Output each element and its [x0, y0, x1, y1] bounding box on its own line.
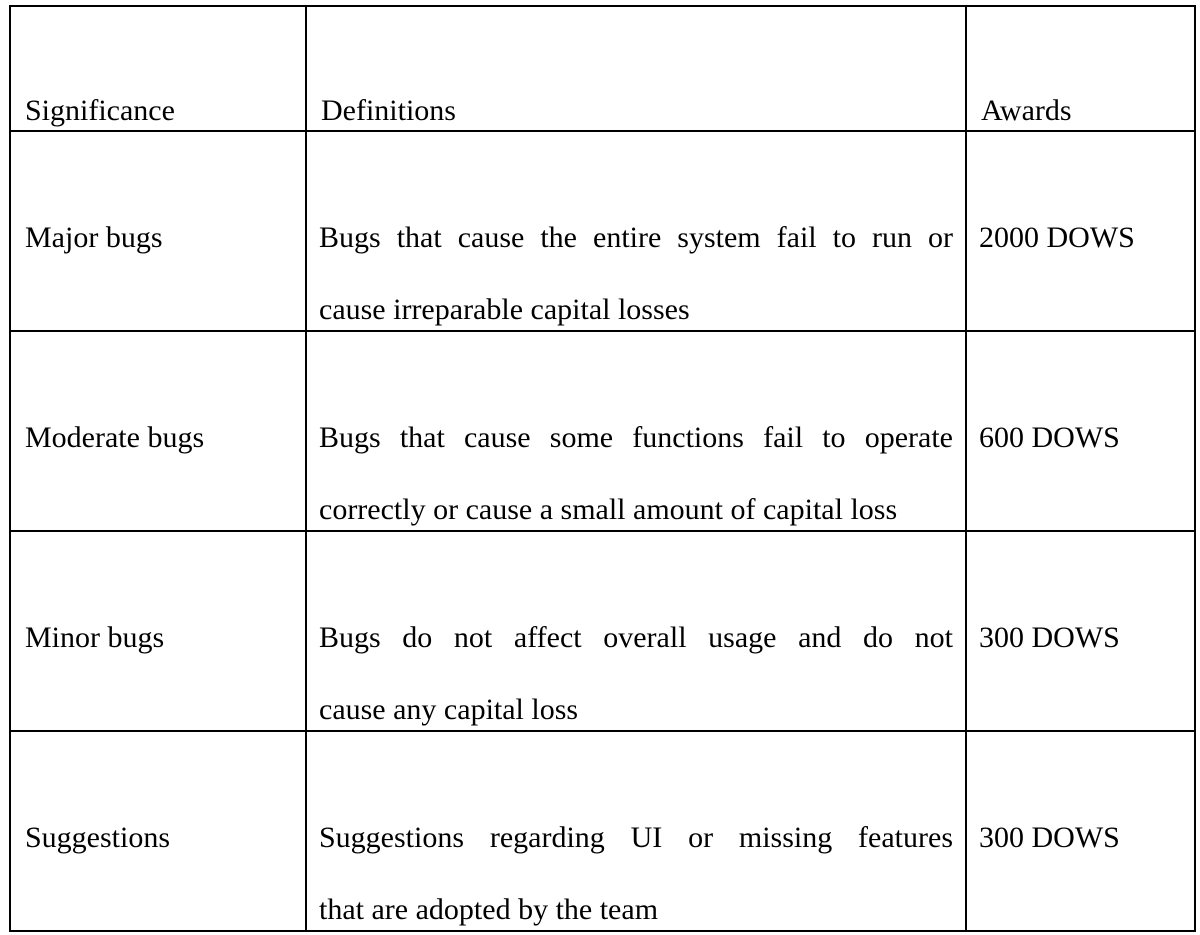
- significance-label: Moderate bugs: [25, 421, 205, 454]
- header-significance: Significance: [25, 94, 175, 127]
- significance-label: Suggestions: [25, 821, 171, 854]
- definition-cell: [306, 131, 966, 331]
- award-value: 300 DOWS: [979, 821, 1120, 854]
- definition-cell: [306, 331, 966, 531]
- definition-cell: [306, 731, 966, 931]
- header-definitions: Definitions: [321, 94, 456, 127]
- definition-line-2: cause irreparable capital losses: [319, 293, 690, 326]
- header-awards: Awards: [981, 94, 1072, 127]
- table-row: [10, 131, 1195, 331]
- bug-bounty-table: [9, 5, 1196, 932]
- significance-cell: [10, 131, 306, 331]
- table-row: [10, 531, 1195, 731]
- definition-line-1: Bugs that cause the entire system fail to run or: [319, 221, 953, 254]
- definition-line-2: correctly or cause a small amount of capital loss: [319, 493, 898, 526]
- definition-line-1: Bugs do not affect overall usage and do not: [319, 621, 953, 654]
- significance-cell: [10, 531, 306, 731]
- award-value: 300 DOWS: [979, 621, 1120, 654]
- header-cell-definitions: [306, 6, 966, 131]
- header-cell-awards: [966, 6, 1195, 131]
- significance-cell: [10, 731, 306, 931]
- definition-line-2: that are adopted by the team: [319, 893, 659, 926]
- definition-text: [319, 623, 953, 725]
- definition-text: [319, 823, 953, 925]
- table-row: [10, 731, 1195, 931]
- significance-cell: [10, 331, 306, 531]
- definition-cell: [306, 531, 966, 731]
- definition-line-1: Bugs that cause some functions fail to operate: [319, 421, 953, 454]
- award-value: 600 DOWS: [979, 421, 1120, 454]
- definition-text: [319, 423, 953, 525]
- award-cell: [966, 731, 1195, 931]
- award-cell: [966, 531, 1195, 731]
- significance-label: Major bugs: [25, 221, 163, 254]
- definition-text: [319, 223, 953, 325]
- award-cell: [966, 331, 1195, 531]
- award-value: 2000 DOWS: [979, 221, 1135, 254]
- definition-line-2: cause any capital loss: [319, 693, 579, 726]
- table-header-row: [10, 6, 1195, 131]
- header-cell-significance: [10, 6, 306, 131]
- table-row: [10, 331, 1195, 531]
- award-cell: [966, 131, 1195, 331]
- definition-line-1: Suggestions regarding UI or missing features: [319, 821, 953, 854]
- significance-label: Minor bugs: [25, 621, 165, 654]
